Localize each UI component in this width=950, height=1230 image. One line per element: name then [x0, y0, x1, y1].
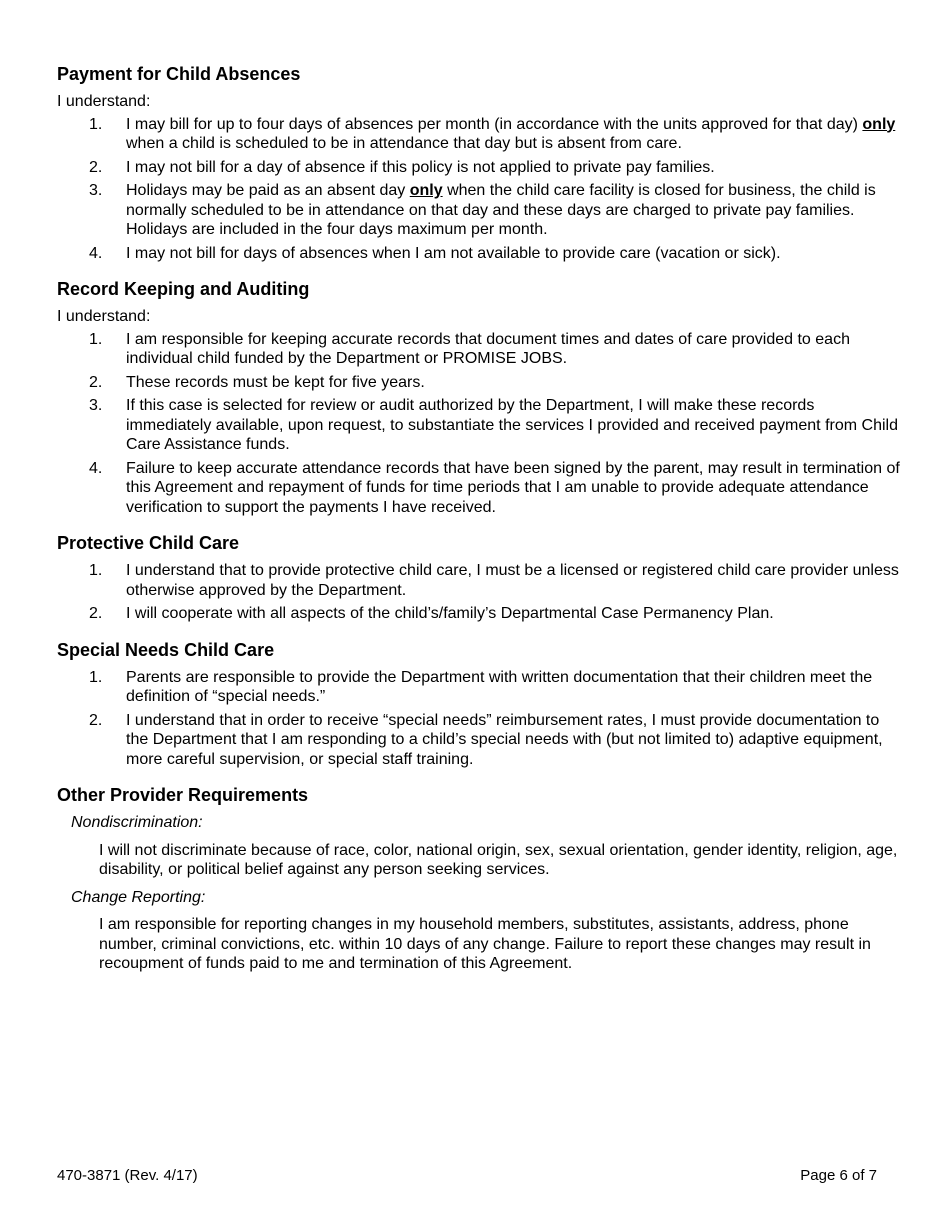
item-text: I will cooperate with all aspects of the child’s/family’s Departmental Case Permanency Plan.: [126, 605, 774, 622]
section-title: Other Provider Requirements: [57, 785, 309, 805]
form-number: 470-3871 (Rev. 4/17): [57, 1167, 198, 1184]
item-number: 4.: [89, 459, 103, 477]
section-intro: I understand:: [57, 308, 151, 325]
section-special-needs: [57, 638, 902, 770]
item-number: 2.: [89, 711, 103, 729]
numbered-list: [57, 115, 902, 264]
change-reporting-text: I am responsible for reporting changes in my household members, substitutes, assistants, address, phone number, criminal convictions, etc. within 10 days of any change. Failure to report these changes may result in recoupment of funds paid to me and termination of this Agreement.: [99, 916, 871, 972]
section-title: Record Keeping and Auditing: [57, 279, 310, 299]
document-page: [57, 62, 902, 988]
item-text: when a child is scheduled to be in attendance that day but is absent from care.: [126, 135, 682, 152]
numbered-list: [57, 561, 902, 624]
numbered-list: [57, 330, 902, 518]
list-item: [57, 244, 902, 264]
item-text: when the child care facility is closed for business, the child is normally scheduled to be in attendance on that day and these days are charged to private pay families. Holidays are included in the four days maximum per month.: [126, 182, 876, 238]
item-text: If this case is selected for review or audit authorized by the Department, I will make these records immediately available, upon request, to substantiate the services I provided and received payment from Child Care Assistance funds.: [126, 397, 898, 453]
subheading-nondiscrimination: Nondiscrimination:: [71, 814, 203, 831]
item-number: 2.: [89, 158, 103, 176]
section-other-requirements: [57, 783, 902, 974]
section-title: Payment for Child Absences: [57, 64, 301, 84]
section-payment-absences: [57, 62, 902, 263]
item-text: I understand that in order to receive “special needs” reimbursement rates, I must provide documentation to the Department that I am responding to a child’s special needs with (but not limited to) adaptive equipment, more careful supervision, or special staff training.: [126, 711, 883, 768]
list-item: [57, 115, 902, 154]
page-number: Page 6 of 7: [800, 1167, 877, 1184]
item-text: I understand that to provide protective child care, I must be a licensed or registered child care provider unless otherwise approved by the Department.: [126, 562, 899, 599]
list-item: [57, 330, 902, 369]
item-text: I may not bill for days of absences when I am not available to provide care (vacation or sick).: [126, 244, 781, 262]
item-text: I may not bill for a day of absence if this policy is not applied to private pay families.: [126, 158, 715, 176]
section-title: Special Needs Child Care: [57, 639, 275, 660]
item-text: I am responsible for keeping accurate records that document times and dates of care provided to each individual child funded by the Department or PROMISE JOBS.: [126, 330, 850, 367]
nondiscrimination-text: I will not discriminate because of race, color, national origin, sex, sexual orientation, gender identity, religion, age, disability, or political belief against any person seeking services.: [99, 841, 898, 878]
section-record-keeping: [57, 277, 902, 517]
list-item: [57, 561, 902, 600]
item-number: 1.: [89, 330, 103, 348]
item-number: 1.: [89, 115, 103, 133]
list-item: [57, 396, 902, 455]
item-number: 1.: [89, 668, 103, 686]
item-number: 2.: [89, 605, 103, 622]
list-item: [57, 711, 902, 770]
list-item: [57, 181, 902, 240]
item-number: 3.: [89, 182, 103, 199]
section-protective-care: [57, 531, 902, 624]
item-text: Failure to keep accurate attendance records that have been signed by the parent, may result in termination of this Agreement and repayment of funds for time periods that I am unable to provide adequate attendance verification to support the payments I have received.: [126, 459, 900, 516]
item-number: 4.: [89, 244, 103, 262]
item-text: I may bill for up to four days of absences per month (in accordance with the units approved for that day): [126, 115, 863, 133]
list-item: [57, 668, 902, 707]
section-intro: I understand:: [57, 93, 151, 110]
list-item: [57, 604, 902, 624]
list-item: [57, 459, 902, 518]
item-text: These records must be kept for five years.: [126, 373, 425, 391]
page-footer: [57, 1166, 877, 1186]
subheading-change-reporting: Change Reporting:: [71, 888, 206, 906]
list-item: [57, 373, 902, 393]
emphasis-text: only: [862, 115, 896, 133]
item-text: Holidays may be paid as an absent day: [126, 182, 410, 199]
list-item: [57, 158, 902, 178]
section-title: Protective Child Care: [57, 533, 240, 553]
emphasis-text: only: [409, 182, 443, 199]
item-text: Parents are responsible to provide the Department with written documentation that their children meet the definition of “special needs.”: [126, 668, 873, 705]
item-number: 2.: [89, 373, 103, 391]
numbered-list: [57, 668, 902, 770]
item-number: 1.: [89, 562, 103, 579]
item-number: 3.: [89, 397, 103, 414]
